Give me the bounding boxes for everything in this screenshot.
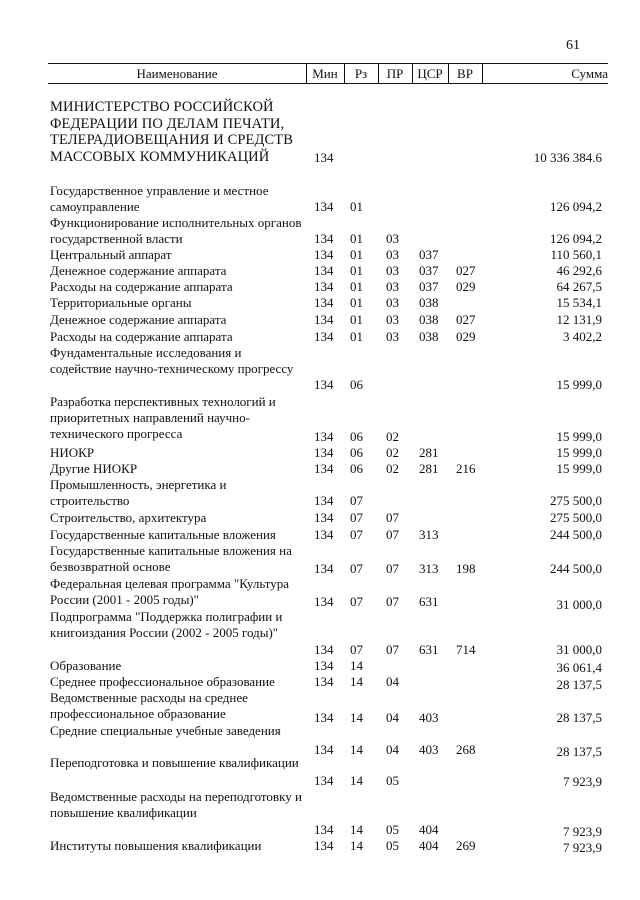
code-rz: 07 — [350, 493, 363, 508]
code-csr: 313 — [419, 527, 439, 542]
code-rz: 07 — [350, 594, 363, 609]
code-min: 134 — [314, 263, 334, 278]
column-header-rz: Рз — [354, 66, 368, 81]
code-pr: 03 — [386, 231, 399, 246]
code-rz: 07 — [350, 527, 363, 542]
row-name: Институты повышения квалификации — [50, 838, 262, 853]
row-name: Государственное управление и местное самоуправление — [50, 183, 269, 214]
code-pr: 03 — [386, 329, 399, 344]
code-pr: 03 — [386, 295, 399, 310]
code-vr: 268 — [456, 742, 476, 757]
code-rz: 01 — [350, 279, 363, 294]
amount: 275 500,0 — [550, 510, 602, 525]
code-min: 134 — [314, 295, 334, 310]
code-pr: 02 — [386, 461, 399, 476]
code-min: 134 — [314, 658, 334, 673]
code-min: 134 — [314, 445, 334, 460]
amount: 31 000,0 — [556, 642, 602, 657]
code-rz: 06 — [350, 377, 363, 392]
code-csr: 038 — [419, 295, 439, 310]
row-name: Ведомственные расходы на среднее профессиональное образование — [50, 690, 248, 721]
row-name: Средние специальные учебные заведения — [50, 723, 281, 738]
code-min: 134 — [314, 594, 334, 609]
row-name: МИНИСТЕРСТВО РОССИЙСКОЙ ФЕДЕРАЦИИ ПО ДЕЛАМ ПЕЧАТИ, ТЕЛЕРАДИОВЕЩАНИЯ И СРЕДСТВ МАССОВЫХ КОММУНИКАЦИЙ — [50, 99, 293, 165]
code-min: 134 — [314, 312, 334, 327]
code-min: 134 — [314, 231, 334, 246]
code-csr: 403 — [419, 742, 439, 757]
row-name: Другие НИОКР — [50, 461, 138, 476]
code-vr: 269 — [456, 838, 476, 853]
code-csr: 631 — [419, 642, 439, 657]
code-rz: 07 — [350, 510, 363, 525]
page-number: 61 — [566, 38, 580, 53]
code-pr: 02 — [386, 429, 399, 444]
code-vr: 029 — [456, 279, 476, 294]
row-name: Строительство, архитектура — [50, 510, 207, 525]
amount: 126 094,2 — [550, 199, 602, 214]
code-min: 134 — [314, 493, 334, 508]
code-pr: 07 — [386, 527, 399, 542]
code-csr: 404 — [419, 838, 439, 853]
row-name: Разработка перспективных технологий и приоритетных направлений научно-технического прогресса — [50, 394, 276, 441]
column-header-vr: ВР — [457, 66, 473, 81]
amount: 46 292,6 — [556, 263, 602, 278]
column-header-min: Мин — [312, 66, 338, 81]
column-header-name: Наименование — [136, 66, 218, 81]
row-name: НИОКР — [50, 445, 95, 460]
row-name: Денежное содержание аппарата — [50, 312, 227, 327]
amount: 275 500,0 — [550, 493, 602, 508]
code-min: 134 — [314, 461, 334, 476]
code-rz: 01 — [350, 247, 363, 262]
amount: 12 131,9 — [556, 312, 602, 327]
code-csr: 403 — [419, 710, 439, 725]
row-name: Государственные капитальные вложения на безвозвратной основе — [50, 543, 292, 574]
code-rz: 06 — [350, 461, 363, 476]
amount: 7 923,9 — [563, 824, 602, 839]
code-pr: 04 — [386, 674, 399, 689]
amount: 244 500,0 — [550, 561, 602, 576]
row-name: Подпрограмма "Поддержка полиграфии и книгоиздания России (2002 - 2005 годы)" — [50, 609, 283, 640]
row-name: Расходы на содержание аппарата — [50, 329, 233, 344]
amount: 36 061,4 — [556, 660, 602, 675]
code-pr: 03 — [386, 247, 399, 262]
code-rz: 14 — [350, 838, 363, 853]
code-min: 134 — [314, 429, 334, 444]
code-pr: 04 — [386, 742, 399, 757]
code-min: 134 — [314, 561, 334, 576]
header-bottom-rule — [48, 83, 608, 84]
row-name: Переподготовка и повышение квалификации — [50, 755, 299, 770]
code-rz: 14 — [350, 710, 363, 725]
row-name: Ведомственные расходы на переподготовку и повышение квалификации — [50, 789, 302, 820]
amount: 28 137,5 — [556, 710, 602, 725]
code-min: 134 — [314, 377, 334, 392]
code-rz: 06 — [350, 445, 363, 460]
column-header-pr: ПР — [386, 66, 404, 81]
code-csr: 404 — [419, 822, 439, 837]
code-pr: 03 — [386, 312, 399, 327]
code-csr: 281 — [419, 445, 439, 460]
code-csr: 037 — [419, 263, 439, 278]
code-pr: 03 — [386, 263, 399, 278]
code-min: 134 — [314, 329, 334, 344]
code-min: 134 — [314, 199, 334, 214]
amount: 15 999,0 — [556, 377, 602, 392]
code-rz: 01 — [350, 295, 363, 310]
amount: 15 999,0 — [556, 445, 602, 460]
amount: 10 336 384.6 — [533, 150, 602, 165]
column-header-csr: ЦСР — [417, 66, 443, 81]
code-pr: 05 — [386, 773, 399, 788]
code-min: 134 — [314, 838, 334, 853]
code-pr: 05 — [386, 822, 399, 837]
amount: 110 560,1 — [550, 247, 602, 262]
code-min: 134 — [314, 822, 334, 837]
amount: 3 402,2 — [563, 329, 602, 344]
code-csr: 037 — [419, 279, 439, 294]
amount: 15 999,0 — [556, 461, 602, 476]
code-min: 134 — [314, 510, 334, 525]
code-pr: 05 — [386, 838, 399, 853]
row-name: Промышленность, энергетика и строительство — [50, 477, 227, 508]
amount: 28 137,5 — [556, 677, 602, 692]
code-csr: 037 — [419, 247, 439, 262]
code-pr: 02 — [386, 445, 399, 460]
code-rz: 01 — [350, 312, 363, 327]
row-name: Денежное содержание аппарата — [50, 263, 227, 278]
code-min: 134 — [314, 247, 334, 262]
code-vr: 029 — [456, 329, 476, 344]
row-name: Центральный аппарат — [50, 247, 172, 262]
code-pr: 04 — [386, 710, 399, 725]
amount: 31 000,0 — [556, 597, 602, 612]
code-rz: 01 — [350, 263, 363, 278]
code-rz: 14 — [350, 674, 363, 689]
code-rz: 07 — [350, 642, 363, 657]
code-csr: 038 — [419, 312, 439, 327]
code-min: 134 — [314, 674, 334, 689]
row-name: Государственные капитальные вложения — [50, 527, 276, 542]
code-min: 134 — [314, 773, 334, 788]
amount: 64 267,5 — [556, 279, 602, 294]
row-name: Функционирование исполнительных органов государственной власти — [50, 215, 302, 246]
code-rz: 14 — [350, 742, 363, 757]
code-rz: 14 — [350, 658, 363, 673]
row-name: Образование — [50, 658, 122, 673]
code-min: 134 — [314, 742, 334, 757]
code-min: 134 — [314, 710, 334, 725]
row-name: Среднее профессиональное образование — [50, 674, 275, 689]
code-csr: 281 — [419, 461, 439, 476]
code-pr: 07 — [386, 594, 399, 609]
column-header-sum: Сумма — [571, 66, 608, 81]
code-min: 134 — [314, 527, 334, 542]
code-pr: 03 — [386, 279, 399, 294]
amount: 7 923,9 — [563, 840, 602, 855]
code-rz: 01 — [350, 231, 363, 246]
code-rz: 07 — [350, 561, 363, 576]
amount: 15 999,0 — [556, 429, 602, 444]
amount: 7 923,9 — [563, 774, 602, 789]
code-rz: 06 — [350, 429, 363, 444]
code-pr: 07 — [386, 561, 399, 576]
code-vr: 027 — [456, 312, 476, 327]
code-min: 134 — [314, 642, 334, 657]
code-rz: 14 — [350, 822, 363, 837]
code-vr: 714 — [456, 642, 476, 657]
code-vr: 216 — [456, 461, 476, 476]
code-rz: 14 — [350, 773, 363, 788]
amount: 28 137,5 — [556, 744, 602, 759]
code-csr: 038 — [419, 329, 439, 344]
amount: 15 534,1 — [556, 295, 602, 310]
code-rz: 01 — [350, 199, 363, 214]
amount: 126 094,2 — [550, 231, 602, 246]
code-pr: 07 — [386, 510, 399, 525]
code-min: 134 — [314, 150, 334, 165]
code-csr: 313 — [419, 561, 439, 576]
code-vr: 198 — [456, 561, 476, 576]
row-name: Фундаментальные исследования и содействие научно-техническому прогрессу — [50, 345, 294, 376]
amount: 244 500,0 — [550, 527, 602, 542]
code-vr: 027 — [456, 263, 476, 278]
header-top-rule — [48, 63, 608, 64]
row-name: Территориальные органы — [50, 295, 192, 310]
code-rz: 01 — [350, 329, 363, 344]
row-name: Расходы на содержание аппарата — [50, 279, 233, 294]
code-pr: 07 — [386, 642, 399, 657]
row-name: Федеральная целевая программа "Культура России (2001 - 2005 годы)" — [50, 576, 290, 607]
code-csr: 631 — [419, 594, 439, 609]
code-min: 134 — [314, 279, 334, 294]
